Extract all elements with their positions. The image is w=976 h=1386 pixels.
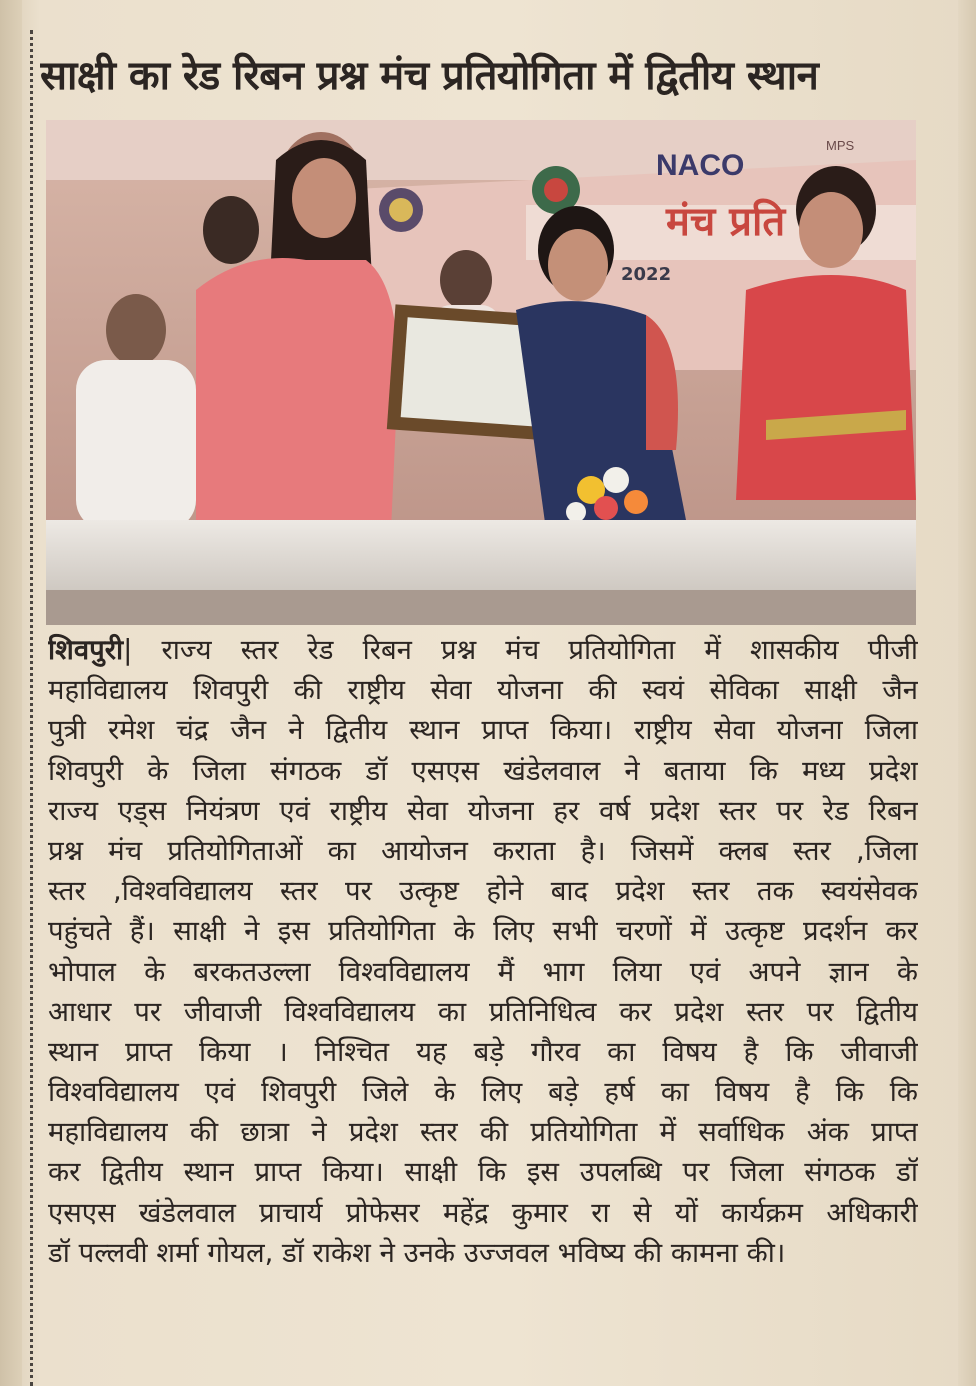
- body-line: महाविद्यालय की छात्रा ने प्रदेश स्तर की प्रतियोगिता में सर्वाधिक अंक प्राप्त: [48, 1116, 918, 1149]
- banner-heading-text: मंच प्रति: [666, 199, 786, 245]
- body-line: आधार पर जीवाजी विश्वविद्यालय का प्रतिनिधित्व कर प्रदेश स्तर पर द्वितीय: [48, 995, 918, 1028]
- stage-table: [46, 520, 916, 590]
- page-left-edge: [0, 0, 22, 1386]
- page-right-edge: [958, 0, 976, 1386]
- body-line: महाविद्यालय शिवपुरी की राष्ट्रीय सेवा योजना की स्वयं सेविका साक्षी जैन: [48, 674, 918, 707]
- body-line: डॉ पल्लवी शर्मा गोयल, डॉ राकेश ने उनके उज्जवल भविष्य की कामना की।: [48, 1236, 786, 1269]
- body-line: पुत्री रमेश चंद्र जैन ने द्वितीय स्थान प्राप्त किया। राष्ट्रीय सेवा योजना जिला: [48, 714, 918, 747]
- article-body: [48, 630, 918, 1273]
- article-headline: साक्षी का रेड रिबन प्रश्न मंच प्रतियोगिता में द्वितीय स्थान: [40, 53, 819, 99]
- naco-logo-text: NACO: [656, 149, 745, 182]
- body-line: विश्वविद्यालय एवं शिवपुरी जिले के लिए बड़े हर्ष का विषय है कि कि: [48, 1076, 918, 1109]
- body-line: भोपाल के बरकतउल्ला विश्वविद्यालय मैं भाग लिया एवं अपने ज्ञान के: [48, 955, 918, 988]
- body-line: राज्य एड्स नियंत्रण एवं राष्ट्रीय सेवा योजना हर वर्ष प्रदेश स्तर पर रेड रिबन: [48, 794, 918, 827]
- body-line: एसएस खंडेलवाल प्राचार्य प्रोफेसर महेंद्र कुमार रा से यों कार्यक्रम अधिकारी: [48, 1196, 918, 1229]
- body-line: कर द्वितीय स्थान प्राप्त किया। साक्षी कि इस उपलब्धि पर जिला संगठक डॉ: [48, 1156, 918, 1189]
- body-line: स्तर ,विश्वविद्यालय स्तर पर उत्कृष्ट होने बाद प्रदेश स्तर तक स्वयंसेवक: [48, 875, 918, 908]
- corner-text: MPS: [826, 138, 855, 153]
- article-photo: [46, 120, 916, 625]
- dateline: शिवपुरी: [48, 634, 124, 666]
- body-line: शिवपुरी के जिला संगठक डॉ एसएस खंडेलवाल ने बताया कि मध्य प्रदेश: [48, 754, 918, 787]
- column-dotted-rule: [30, 30, 33, 1386]
- body-line: प्रश्न मंच प्रतियोगिताओं का आयोजन कराता है। जिसमें क्लब स्तर ,जिला: [48, 834, 918, 867]
- body-line: पहुंचते हैं। साक्षी ने इस प्रतियोगिता के लिए सभी चरणों में उत्कृष्ट प्रदर्शन कर: [48, 915, 918, 948]
- banner-year-text: 2022: [621, 264, 672, 285]
- body-line: स्थान प्राप्त किया । निश्चित यह बड़े गौरव का विषय है कि जीवाजी: [48, 1035, 918, 1068]
- body-line: शिवपुरी| राज्य स्तर रेड रिबन प्रश्न मंच प्रतियोगिता में शासकीय पीजी: [48, 634, 918, 666]
